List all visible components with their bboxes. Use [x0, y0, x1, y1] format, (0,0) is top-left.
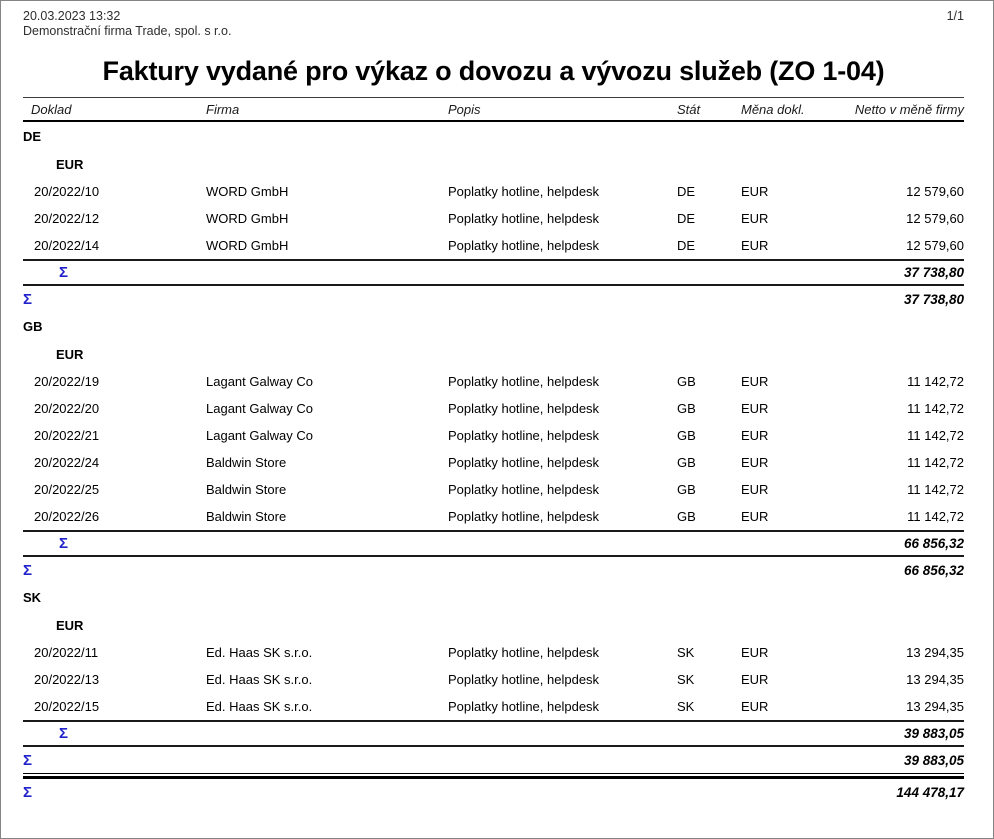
cell-netto: 11 142,72: [907, 374, 964, 389]
cell-stat: DE: [677, 184, 696, 199]
cell-netto: 11 142,72: [907, 482, 964, 497]
cell-firma: Baldwin Store: [206, 482, 287, 497]
cell-doklad: 20/2022/12: [34, 211, 100, 226]
country-group-header: GB: [23, 318, 43, 334]
invoice-row: [23, 666, 964, 693]
column-header-firma: Firma: [206, 101, 240, 117]
cell-firma: Baldwin Store: [206, 455, 287, 470]
cell-netto: 13 294,35: [906, 645, 964, 660]
currency-subtotal-amount: 39 883,05: [903, 726, 964, 741]
cell-stat: GB: [677, 374, 696, 389]
cell-netto: 11 142,72: [907, 401, 964, 416]
cell-doklad: 20/2022/26: [34, 509, 100, 524]
cell-popis: Poplatky hotline, helpdesk: [448, 428, 600, 443]
report-title: Faktury vydané pro výkaz o dovozu a vývozu služeb (ZO 1-04): [102, 56, 885, 86]
cell-mena: EUR: [741, 428, 769, 443]
cell-stat: DE: [677, 238, 696, 253]
cell-stat: GB: [677, 455, 696, 470]
cell-firma: Baldwin Store: [206, 509, 287, 524]
cell-popis: Poplatky hotline, helpdesk: [448, 645, 600, 660]
grand-total-amount: 144 478,17: [896, 785, 964, 800]
currency-subtotal-row: [23, 720, 964, 747]
cell-popis: Poplatky hotline, helpdesk: [448, 401, 600, 416]
cell-firma: Ed. Haas SK s.r.o.: [206, 699, 313, 714]
sigma-icon: Σ: [59, 535, 69, 552]
cell-firma: Ed. Haas SK s.r.o.: [206, 672, 313, 687]
country-total-amount: 37 738,80: [903, 291, 964, 307]
cell-doklad: 20/2022/11: [34, 645, 99, 660]
invoice-row: [23, 476, 964, 503]
currency-subtotal-amount: 37 738,80: [903, 265, 964, 280]
country-total-row: [23, 286, 964, 312]
page-header-left: [23, 9, 231, 39]
invoice-row: [23, 178, 964, 205]
invoice-row: [23, 503, 964, 530]
invoice-row: [23, 395, 964, 422]
country-group-header: DE: [23, 128, 42, 144]
cell-popis: Poplatky hotline, helpdesk: [448, 184, 600, 199]
column-header-doklad: Doklad: [31, 101, 72, 117]
column-header-mena: Měna dokl.: [741, 101, 805, 117]
cell-popis: Poplatky hotline, helpdesk: [448, 455, 600, 470]
cell-netto: 12 579,60: [906, 238, 964, 253]
cell-doklad: 20/2022/19: [34, 374, 100, 389]
cell-stat: GB: [677, 401, 696, 416]
cell-netto: 11 142,72: [907, 428, 964, 443]
cell-firma: Lagant Galway Co: [206, 374, 313, 389]
column-header-netto: Netto v měně firmy: [854, 101, 964, 117]
cell-firma: Lagant Galway Co: [206, 428, 313, 443]
currency-subtotal-amount: 66 856,32: [903, 536, 964, 551]
cell-popis: Poplatky hotline, helpdesk: [448, 374, 600, 389]
cell-firma: Ed. Haas SK s.r.o.: [206, 645, 313, 660]
report-datetime: 20.03.2023 13:32: [23, 9, 121, 23]
column-header-stat: Stát: [677, 101, 701, 117]
currency-group-header: EUR: [56, 156, 84, 172]
cell-mena: EUR: [741, 455, 769, 470]
cell-mena: EUR: [741, 374, 769, 389]
cell-popis: Poplatky hotline, helpdesk: [448, 509, 600, 524]
sigma-icon: Σ: [23, 784, 33, 801]
cell-firma: WORD GmbH: [206, 211, 289, 226]
page-number: 1/1: [946, 9, 964, 23]
cell-mena: EUR: [741, 699, 769, 714]
sigma-icon: Σ: [23, 561, 33, 579]
cell-doklad: 20/2022/25: [34, 482, 100, 497]
cell-firma: WORD GmbH: [206, 184, 289, 199]
company-name: Demonstrační firma Trade, spol. s r.o.: [23, 24, 232, 38]
cell-stat: SK: [677, 645, 695, 660]
invoice-row: [23, 693, 964, 720]
cell-stat: SK: [677, 672, 695, 687]
country-total-amount: 66 856,32: [903, 562, 964, 578]
cell-mena: EUR: [741, 184, 769, 199]
cell-doklad: 20/2022/10: [34, 184, 100, 199]
country-group-header: SK: [23, 589, 42, 605]
cell-stat: GB: [677, 482, 696, 497]
cell-stat: DE: [677, 211, 696, 226]
currency-subtotal-row: [23, 530, 964, 557]
cell-doklad: 20/2022/15: [34, 699, 100, 714]
currency-group-header: EUR: [56, 346, 84, 362]
country-total-row: [23, 747, 964, 773]
cell-mena: EUR: [741, 401, 769, 416]
cell-mena: EUR: [741, 238, 769, 253]
cell-popis: Poplatky hotline, helpdesk: [448, 211, 600, 226]
table-header-row: [23, 97, 964, 122]
cell-netto: 13 294,35: [906, 672, 964, 687]
cell-netto: 11 142,72: [907, 455, 964, 470]
cell-mena: EUR: [741, 482, 769, 497]
cell-mena: EUR: [741, 645, 769, 660]
cell-doklad: 20/2022/13: [34, 672, 100, 687]
invoice-row: [23, 422, 964, 449]
cell-firma: Lagant Galway Co: [206, 401, 313, 416]
cell-stat: GB: [677, 428, 696, 443]
cell-doklad: 20/2022/24: [34, 455, 100, 470]
cell-netto: 12 579,60: [906, 211, 964, 226]
cell-firma: WORD GmbH: [206, 238, 289, 253]
invoice-row: [23, 639, 964, 666]
cell-popis: Poplatky hotline, helpdesk: [448, 672, 600, 687]
country-total-row: [23, 557, 964, 583]
invoice-row: [23, 205, 964, 232]
cell-popis: Poplatky hotline, helpdesk: [448, 699, 600, 714]
cell-mena: EUR: [741, 509, 769, 524]
sigma-icon: Σ: [59, 264, 69, 281]
sigma-icon: Σ: [23, 290, 33, 308]
report-page: [1, 1, 993, 806]
cell-popis: Poplatky hotline, helpdesk: [448, 482, 600, 497]
cell-netto: 11 142,72: [907, 509, 964, 524]
invoice-row: [23, 232, 964, 259]
sigma-icon: Σ: [59, 725, 69, 742]
cell-stat: GB: [677, 509, 696, 524]
invoice-row: [23, 449, 964, 476]
currency-subtotal-row: [23, 259, 964, 286]
cell-stat: SK: [677, 699, 695, 714]
country-total-amount: 39 883,05: [903, 752, 964, 768]
cell-mena: EUR: [741, 672, 769, 687]
grand-total-row: [23, 779, 964, 806]
page-header: [23, 9, 964, 39]
cell-netto: 13 294,35: [906, 699, 964, 714]
cell-doklad: 20/2022/20: [34, 401, 100, 416]
cell-doklad: 20/2022/21: [34, 428, 100, 443]
cell-popis: Poplatky hotline, helpdesk: [448, 238, 600, 253]
sigma-icon: Σ: [23, 751, 33, 769]
cell-mena: EUR: [741, 211, 769, 226]
currency-group-header: EUR: [56, 617, 84, 633]
cell-netto: 12 579,60: [906, 184, 964, 199]
cell-doklad: 20/2022/14: [34, 238, 100, 253]
invoice-row: [23, 368, 964, 395]
column-header-popis: Popis: [448, 101, 481, 117]
